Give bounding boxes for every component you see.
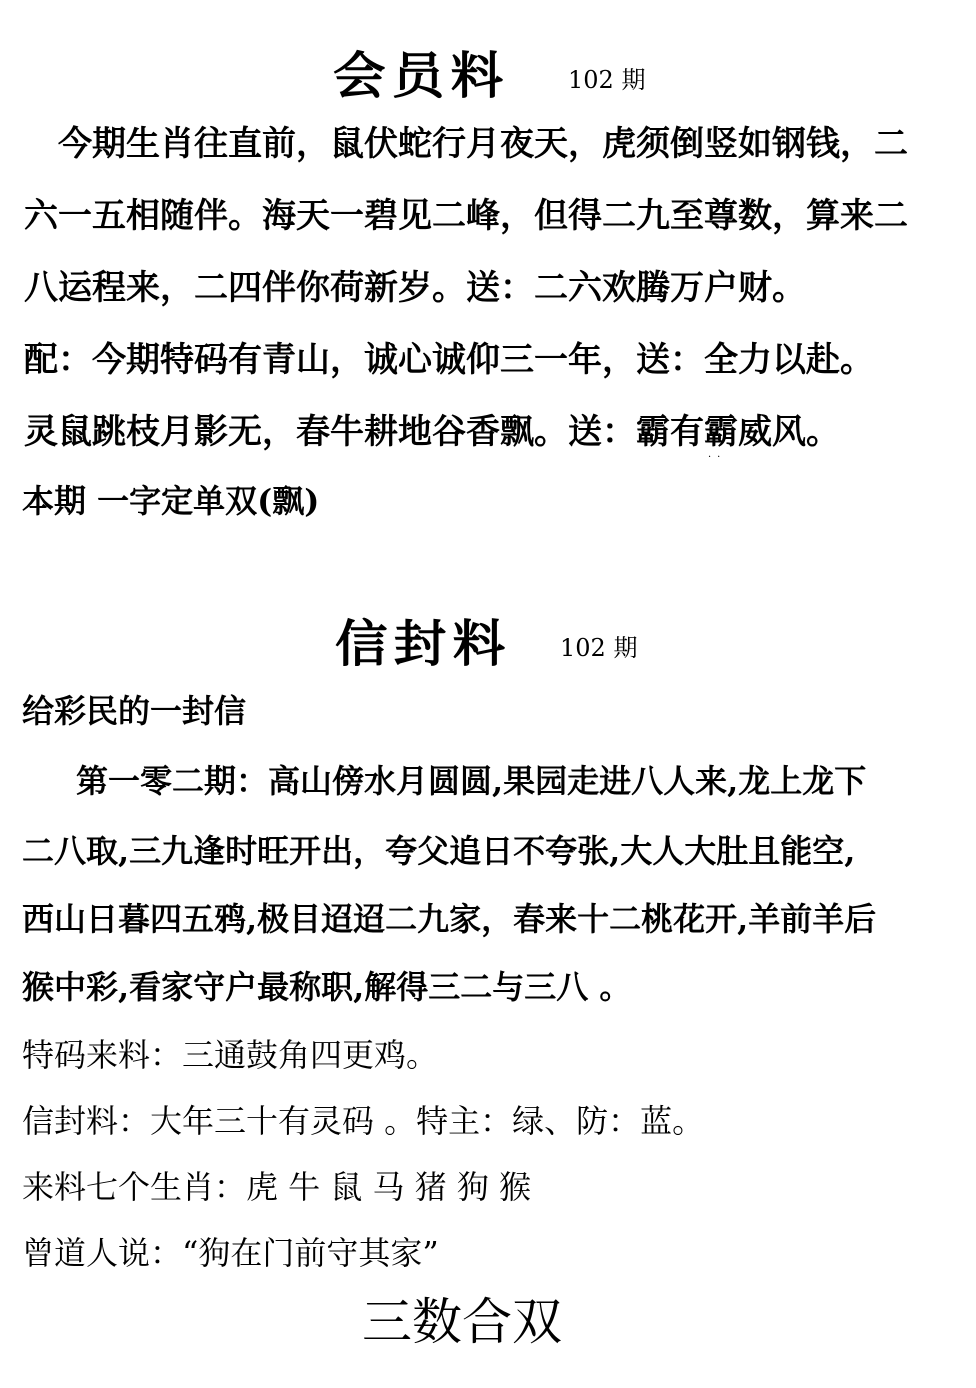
section2-line-7: 来料七个生肖：虎 牛 鼠 马 猪 狗 猴 (22, 1168, 532, 1206)
section2-line-1: 第一零二期：高山傍水月圆圆,果园走进八人来,龙上龙下 (76, 762, 867, 800)
section2-line-4: 猴中彩,看家守户最称职,解得三二与三八 。 (22, 968, 632, 1006)
section2-line-5: 特码来料：三通鼓角四更鸡。 (22, 1036, 439, 1074)
section1-line-1: 今期生肖往直前，鼠伏蛇行月夜天，虎须倒竖如钢钱，二 (58, 124, 908, 164)
section2-conclusion: 三数合双 (362, 1293, 562, 1351)
section1-issue: 102 期 (568, 66, 646, 94)
section1-title: 会员料 (333, 47, 510, 105)
section1-line-5: 灵鼠跳枝月影无，春牛耕地谷香飘。送：霸有霸威风。 (24, 412, 840, 452)
section2-line-8: 曾道人说：“狗在门前守其家” (22, 1234, 439, 1272)
section2-line-6: 信封料：大年三十有灵码 。特主：绿、防：蓝。 (22, 1102, 705, 1140)
section1-line-3: 八运程来，二四伴你荷新岁。送：二六欢腾万户财。 (24, 268, 806, 308)
section2-subtitle: 给彩民的一封信 (22, 692, 247, 730)
section1-line-6: 本期 一字定单双(飘) (22, 482, 320, 520)
section2-line-2: 二八取,三九逢时旺开出，夸父追日不夸张,大人大肚且能空, (22, 832, 856, 870)
section1-line-2: 六一五相随伴。海天一碧见二峰，但得二九至尊数，算来二 (24, 196, 908, 236)
section1-line-4: 配：今期特码有青山，诚心诚仰三一年，送：全力以赴。 (24, 340, 874, 380)
section2-issue: 102 期 (560, 634, 638, 662)
section2-line-3: 西山日暮四五鸦,极目迢迢二九家，春来十二桃花开,羊前羊后 (22, 900, 877, 938)
scan-speck: ·· (708, 452, 727, 463)
section2-title: 信封料 (335, 615, 512, 673)
